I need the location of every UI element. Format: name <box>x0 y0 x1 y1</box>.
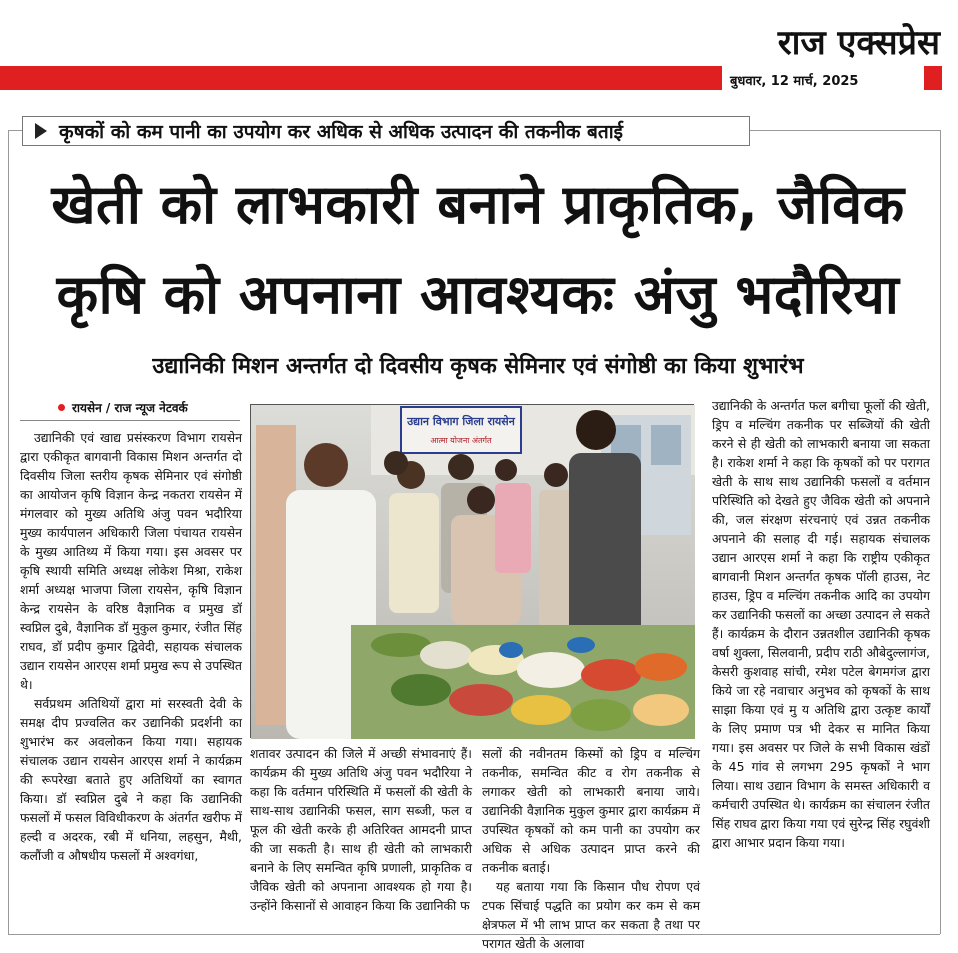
photo-banner-subtitle: आत्मा योजना अंतर्गत <box>430 436 492 445</box>
paragraph: सलों की नवीनतम किस्मों को ड्रिप व मल्चिंग तकनीक, समन्वित कीट व रोग तकनीक से लगाकर खेती को लाभकारी बनाया जाये। उद्यानिकी वैज्ञानिक मुकुल कुमार द्वारा कार्यक्रम में उपस्थित कृषकों को कम पानी का उपयोग कर अधिक से अधिक उत्पादन प्राप्त करने की तकनीक बताई। <box>482 746 700 875</box>
dateline: बुधवार, 12 मार्च, 2025 <box>730 74 859 89</box>
paragraph: सर्वप्रथम अतिथियों द्वारा मां सरस्वती देवी के समक्ष दीप प्रज्वलित कर उद्यानिकी प्रदर्शनी का शुभारंभ कर अवलोकन किया गया। सहायक संचालक उद्यान रायसेन आरएस शर्मा ने कार्यक्रम की रूपरेखा बताते हुए अतिथियों का स्वागत किया। डॉ स्वप्निल दुबे ने कहा कि उद्यानिकी फसलों में फसल विविधीकरण के अंतर्गत खरीफ में हल्दी व अदरक, रबी में धनिया, लहसुन, मैथी, कलौंजी व औषधीय फसलों में अश्वगंधा, <box>20 696 242 863</box>
photo-banner-title: उद्यान विभाग जिला रायसेन <box>407 415 515 428</box>
byline-bullet-icon <box>58 404 65 411</box>
kicker-box <box>22 116 750 146</box>
masthead-red-bar <box>0 66 722 90</box>
event-photo <box>250 404 694 738</box>
paragraph: उद्यानिकी के अन्तर्गत फल बगीचा फूलों की खेती, ड्रिप व मल्चिंग तकनीक पर सब्जियों की खेती करने से ही खेती को लाभकारी बनाया जा सकता है। राकेश शर्मा ने कहा कि कृषकों को पर परागत खेती के साथ साथ उद्यानिकी फसलों व वर्तमान परिस्थिति को देखते हुए जैविक खेती को अपनाने की, जल संरक्षण संरचनाएं एवं उन्नत तकनीक अपनाने की सलाह दी गई। सहायक संचालक उद्यान आरएस शर्मा ने कहा कि राष्ट्रीय एकीकृत बागवानी मिशन अन्तर्गत कृषक पॉली हाउस, नेट हाउस, ड्रिप व मल्चिंग तकनीक आदि का उपयोग कर उद्यानिकी फसलों का अच्छा उत्पादन ले सकते हैं। कार्यक्रम के दौरान उन्नतशील उद्यानिकी कृषक वर्षा शुक्ला, सिलवानी, प्रदीप राठी औबेदुल्लागंज, केसरी कुशवाह सांची, रमेश पटेल बेगमगंज द्वारा किये जा रहे नवाचार अनुभव को कृषकों के साथ साझा किया एवं मु य अतिथि द्वारा उत्कृष्ट कार्यों के लिए प्रमाण पत्र भी देकर स मानित किया गया। इस अवसर पर जिले के सभी विकास खंडों के 45 गांव से लगभग 295 कृषकों ने भाग लिया। साथ उद्यान विभाग के समस्त अधिकारी व कर्मचारी उपस्थित थे। कार्यक्रम का संचालन रंजीत सिंह राघव द्वारा किया गया एवं सुरेन्द्र सिंह रघुवंशी द्वारा आभार प्रदान किया गया। <box>712 398 930 850</box>
headline-line-1: खेती को लाभकारी बनाने प्राकृतिक, जैविक <box>51 173 905 236</box>
paragraph: उद्यानिकी एवं खाद्य प्रसंस्करण विभाग रायसेन द्वारा एकीकृत बागवानी विकास मिशन अन्तर्गत दो दिवसीय जिला स्तरीय कृषक सेमिनार एवं संगोष्ठी का आयोजन कृषि विज्ञान केन्द्र नकतरा रायसेन में मंगलवार को मुख्य अतिथि अंजु पवन भदौरिया मुख्य कार्यपालन अधिकारी जिला पंचायत रायसेन के मुख्य आतिथ्य में किया गया। इस अवसर पर कृषि स्थायी समिति अध्यक्ष लोकेश मिश्रा, राकेश शर्मा अध्यक्ष भाजपा जिला रायसेन, कृषि विज्ञान केन्द्र रायसेन के वरिष्ठ वैज्ञानिक व प्रमुख डॉ स्वप्निल दुबे, वैज्ञानिक डॉ मुकुल कुमार, रंजीत सिंह राघव, डॉ प्रदीप कुमार द्विवेदी, सहायक संचालक उद्यान रायसेन आरएस शर्मा प्रमुख रूप से उपस्थित थे। <box>20 430 242 692</box>
headline-line-2: कृषि को अपनाना आवश्यकः अंजु भदौरिया <box>56 263 900 326</box>
article-column-3 <box>482 744 700 953</box>
photo-banner <box>401 407 521 453</box>
play-arrow-icon <box>35 123 47 139</box>
article-column-4 <box>712 396 930 852</box>
vegetable-display-table <box>351 625 695 739</box>
kicker-text: कृषकों को कम पानी का उपयोग कर अधिक से अधिक उत्पादन की तकनीक बताई <box>59 121 623 143</box>
article-frame-right <box>940 130 941 934</box>
masthead-title: राज एक्सप्रेस <box>777 23 940 63</box>
masthead-red-stub <box>924 66 942 90</box>
headline <box>18 160 938 340</box>
paragraph: शतावर उत्पादन की जिले में अच्छी संभावनाएं हैं। कार्यक्रम की मुख्य अतिथि अंजु पवन भदौरिया ने कहा कि वर्तमान परिस्थिति में फसलों की खेती के साथ-साथ उद्यानिकी फसल, साग सब्जी, फल व फूल की खेती करके ही अतिरिक्त आमदनी प्राप्त की जा सकती है। साथ ही खेती को लाभकारी बनाने के लिए समन्वित कृषि प्रणाली, प्राकृतिक व जैविक खेती को अपनाना आवश्यक हो गया है। उन्होंने किसानों से आवाहन किया कि उद्यानिकी फ <box>250 746 472 913</box>
byline-text: रायसेन / राज न्यूज नेटवर्क <box>72 401 188 415</box>
byline <box>58 399 188 416</box>
article-column-2 <box>250 744 472 915</box>
paragraph: यह बताया गया कि किसान पौध रोपण एवं टपक सिंचाई पद्धति का प्रयोग कर कम से कम क्षेत्रफल में भी लाभ प्राप्त कर सकता है तथा पर परागत खेती के अलावा <box>482 879 700 951</box>
event-photo-illustration <box>251 405 695 739</box>
article-frame-bottom <box>8 934 940 935</box>
article-column-1 <box>20 428 242 865</box>
subheadline: उद्यानिकी मिशन अन्तर्गत दो दिवसीय कृषक सेमिनार एवं संगोष्ठी का किया शुभारंभ <box>152 354 804 379</box>
byline-rule <box>20 420 240 421</box>
article-frame-left <box>8 130 9 934</box>
